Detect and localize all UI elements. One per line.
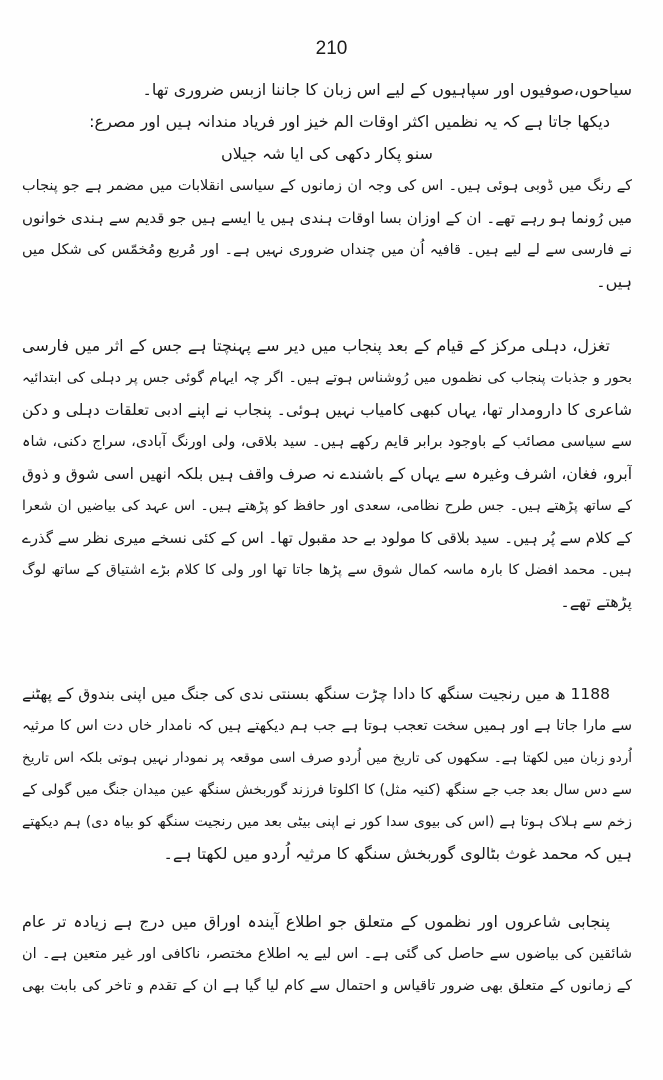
- text-line: 1188 ھ میں رنجیت سنگھ کا دادا چڑت سنگھ بسنتی ندی کی جنگ میں اپنی بندوق کے پھٹنے: [22, 685, 610, 703]
- text-line: ہیں کہ محمد غوث بٹالوی گوربخش سنگھ کا مرثیہ اُردو میں لکھتا ہے۔: [163, 844, 632, 863]
- text-line: دیکھا جاتا ہے کہ یہ نظمیں اکثر اوقات الم خیز اور فریاد مندانہ ہیں اور مصرع:: [89, 112, 610, 131]
- text-line: سے دس سال بعد جب جے سنگھ (کنیہ مثل) کا اکلوتا فرزند گوربخش سنگھ عین میدان جنگ میں گولی کے: [22, 782, 632, 798]
- verse-line: سنو پکار دکھی کی ایا شہ جیلاں: [221, 144, 433, 163]
- text-line: شائقین کی بیاضوں سے حاصل کی گئی ہے۔ اس لیے یہ اطلاع مختصر، ناکافی اور غیر متعین ہے۔ ان: [22, 946, 632, 962]
- text-line: ہیں۔ محمد افضل کا بارہ ماسہ کمال شوق سے پڑھا جاتا تھا اور ولی کا کلام بڑے اشتیاق کے ساتھ لوگ: [22, 562, 632, 578]
- text-line: میں رُونما ہو رہے تھے۔ ان کے اوزان بسا اوقات ہندی ہیں یا ایسے ہیں جو قدیم سے ہندی خوانوں: [22, 209, 632, 227]
- paragraph-ranjit-singh: [22, 678, 632, 870]
- text-line: تغزل، دہلی مرکز کے قیام کے بعد پنجاب میں دیر سے پہنچتا ہے جس کے اثر میں فارسی: [22, 336, 610, 355]
- text-line: نے فارسی سے لے لیے ہیں۔ قافیہ اُن میں چنداں ضروری نہیں ہے۔ اور مُربع ومُخمّس کی شکل میں: [22, 242, 632, 258]
- text-line: پڑھتے تھے۔: [560, 592, 632, 611]
- text-line: زخم سے ہلاک ہوتا ہے (اس کی بیوی سدا کور نے اپنی بیٹی بعد میں رنجیت سنگھ کو بیاہ دی) ہم دیکھتے: [22, 814, 632, 830]
- text-line: کے زمانوں کے متعلق بھی ضرور تاقیاس و احتمال سے کام لیا گیا ہے ان کے تقدم و تاخر کی بابت بھی: [22, 978, 632, 994]
- text-line: کے رنگ میں ڈوبی ہوئی ہیں۔ اس کی وجہ ان زمانوں کے سیاسی انقلابات میں مضمر ہے جو پنجاب: [22, 178, 632, 194]
- paragraph-intro: [22, 74, 632, 298]
- paragraph-punjabi-poets: [22, 906, 632, 1002]
- text-line: ہیں۔: [596, 272, 632, 291]
- text-line: اُردو زبان میں لکھتا ہے۔ سکھوں کی تاریخ میں اُردو صرف اسی موقعہ پر نمودار نہیں ہوتی بلکہ اس تاریخ: [22, 750, 632, 766]
- text-line: سے مارا جاتا ہے اور ہمیں سخت تعجب ہوتا ہے جب ہم دیکھتے ہیں کہ نامدار خاں دت اس کا مرثیہ: [22, 718, 632, 734]
- text-line: سیاحوں،صوفیوں اور سپاہیوں کے لیے اس زبان کا جاننا ازبس ضروری تھا۔: [142, 80, 632, 99]
- text-line: بحور و جذبات پنجاب کی نظموں میں رُوشناس ہوتے ہیں۔ اگر چہ ایہام گوئی جس پر دہلی کی ابتدائیہ: [22, 370, 632, 386]
- page-number: 210: [315, 38, 348, 59]
- text-line: شاعری کا دارومدار تھا، یہاں کبھی کامیاب نہیں ہوئی۔ پنجاب نے اپنے ادبی تعلقات دہلی و دکن: [22, 401, 632, 419]
- text-line: کے ساتھ پڑھتے ہیں۔ جس طرح نظامی، سعدی اور حافظ کو پڑھتے ہیں۔ اس عہد کی بیاضیں ان شعرا: [22, 498, 632, 514]
- paragraph-taghazzul: [22, 330, 632, 618]
- text-line: سے سیاسی مصائب کے باوجود برابر قایم رکھے ہیں۔ سید بلاقی، ولی اورنگ آبادی، سراج دکنی، شاہ: [22, 434, 632, 450]
- text-line: آبرو، فغان، اشرف وغیرہ سے یہاں کے باشندے نہ صرف واقف ہیں بلکہ انھیں اسی شوق و ذوق: [22, 465, 632, 483]
- text-line: کے کلام سے پُر ہیں۔ سید بلاقی کا مولود بے حد مقبول تھا۔ اس کے کئی نسخے میری نظر سے گذرے: [22, 529, 632, 547]
- text-line: پنجابی شاعروں اور نظموں کے متعلق جو اطلاع آیندہ اوراق میں درج ہے زیادہ تر عام: [22, 912, 610, 931]
